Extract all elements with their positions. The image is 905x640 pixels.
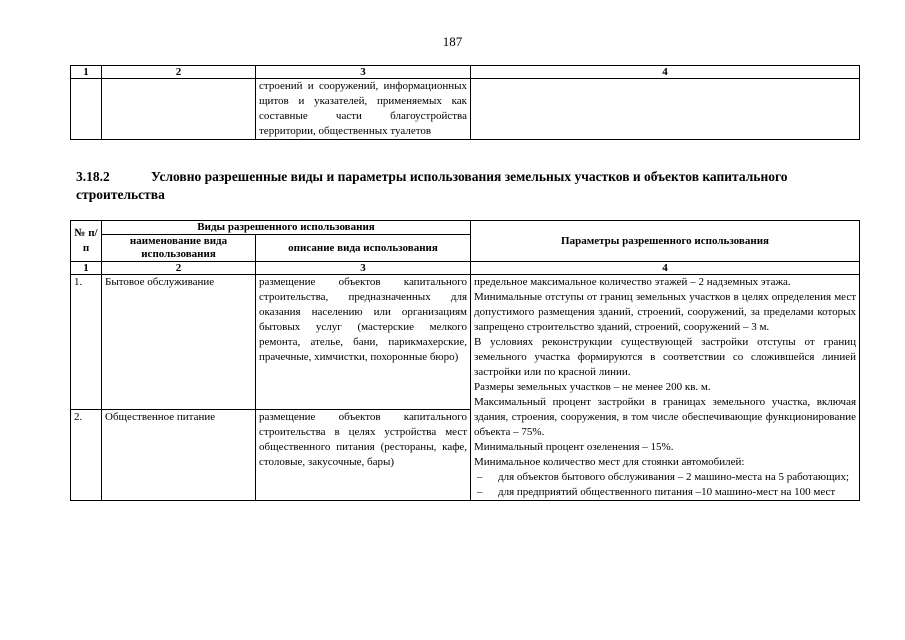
param-reconstruction: В условиях реконструкции существующей застройки отступы от границ земельного участка формируются в соответствии со сложившейся линией застройки или по красной линии. [474, 336, 857, 378]
param-setbacks: Минимальные отступы от границ земельных участков в целях определения мест допустимого размещения зданий, строений, сооружений, за пределами которых запрещено строительство зданий, строений, сооружений – 3 м. [474, 291, 857, 333]
section-number: 3.18.2 [76, 169, 110, 184]
col-number-1: 1 [71, 262, 102, 275]
param-floors: предельное максимальное количество этажей – 2 надземных этажа. [474, 276, 791, 288]
row-number: 2. [71, 410, 102, 501]
col-number-3: 3 [256, 66, 471, 79]
parking-list [474, 470, 856, 500]
use-description: размещение объектов капитального строительства, предназначенных для оказания населению или организациям бытовых услуг (мастерские мелкого ремонта, ателье, бани, парикмахерские, прачечные, химчистки, похоронные бюро) [256, 275, 471, 410]
table-row [71, 275, 860, 410]
col-number-3: 3 [256, 262, 471, 275]
col-number-4: 4 [471, 262, 860, 275]
col-number-1: 1 [71, 66, 102, 79]
empty-cell [102, 79, 256, 140]
col-number-4: 4 [471, 66, 860, 79]
use-name: Бытовое обслуживание [102, 275, 256, 410]
header-num: № п/п [71, 221, 102, 262]
continued-table [70, 65, 860, 140]
list-item: – для объектов бытового обслуживания – 2 машино-места на 5 работающих; [474, 470, 856, 485]
list-item: – для предприятий общественного питания –10 машино-мест на 100 мест [474, 485, 856, 500]
header-name: наименование вида использования [102, 235, 256, 262]
param-plot-size: Размеры земельных участков – не менее 200 кв. м. [474, 381, 711, 393]
page-number: 187 [442, 34, 463, 49]
land-use-table [70, 220, 860, 501]
empty-cell [471, 79, 860, 140]
header-params: Параметры разрешенного использования [471, 221, 860, 262]
col-number-2: 2 [102, 66, 256, 79]
section-heading [76, 168, 866, 204]
param-parking: Минимальное количество мест для стоянки автомобилей: [474, 456, 745, 468]
continued-description: строений и сооружений, информационных щитов и указателей, применяемых как составные части благоустройства территории, общественных туалетов [256, 79, 471, 140]
empty-cell [71, 79, 102, 140]
header-description: описание вида использования [256, 235, 471, 262]
use-description: размещение объектов капитального строительства в целях устройства мест общественного питания (рестораны, кафе, столовые, закусочные, бары) [256, 410, 471, 501]
header-group: Виды разрешенного использования [102, 221, 471, 235]
param-greenery: Минимальный процент озеленения – 15%. [474, 441, 674, 453]
col-number-2: 2 [102, 262, 256, 275]
row-number: 1. [71, 275, 102, 410]
section-title: Условно разрешенные виды и параметры использования земельных участков и объектов капитального строительства [76, 169, 788, 202]
param-coverage: Максимальный процент застройки в границах земельного участка, включая здания, строения, сооружения, в том числе обеспечивающие функционирование объекта – 75%. [474, 396, 857, 438]
use-name: Общественное питание [102, 410, 256, 501]
parameters-cell [471, 275, 860, 501]
